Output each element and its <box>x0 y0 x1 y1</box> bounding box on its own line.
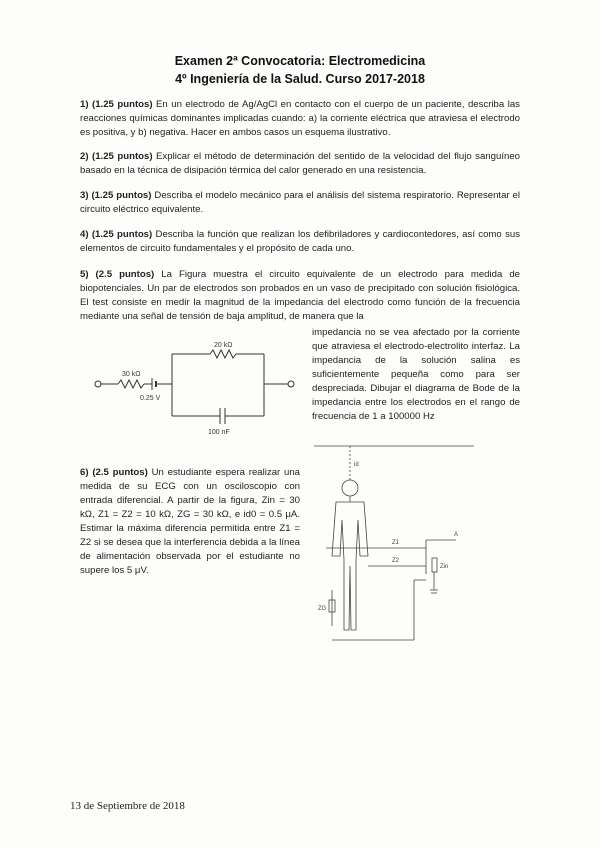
zin-impedance <box>432 558 437 572</box>
question-3-text: Describa el modelo mecánico para el análisis del sistema respiratorio. Representar el circuito eléctrico equivalente. <box>80 190 521 215</box>
question-4-text: Describa la función que realizan los defibriladores y cardiocontedores, así como sus elementos de circuito fundamentales y el propósito de cada uno. <box>80 229 521 254</box>
exam-subtitle: 4º Ingeniería de la Salud. Curso 2017-2018 <box>175 72 425 86</box>
z2-label: Z2 <box>392 558 400 564</box>
question-4-points: (1.25 puntos) <box>91 229 153 240</box>
question-1-text: En un electrodo de Ag/AgCl en contacto con el cuerpo de un paciente, describa las reacciones químicas dominantes implicadas cuando: a) la corriente eléctrica que atraviesa el electrodo es positiva, y b) negativa. Hacer en ambos casos un esquema ilustrativo. <box>80 99 520 138</box>
terminal-left <box>95 381 101 387</box>
question-5-side-text: impedancia no se vea afectado por la corriente que atraviesa el electrodo-electrolito interfaz. La impedancia de la solución salina es suficientemente pequeña como para ser despreciada. Dibujar el diagrama de Bode de la impedancia entre los electrodos en el rango de frecuencia de 1 a 100000 Hz <box>312 327 520 422</box>
question-2-text: Explicar el método de determinación del sentido de la velocidad del flujo sanguíneo basado en la técnica de disipación térmica del calor generado en una resistencia. <box>80 151 520 176</box>
electrode-circuit-figure <box>92 338 304 434</box>
ecg-measurement-figure <box>306 440 482 664</box>
question-2-points: (1.25 puntos) <box>92 151 153 162</box>
series-resistor <box>118 380 144 388</box>
question-3-points: (1.25 puntos) <box>91 190 152 201</box>
question-6 <box>80 466 300 578</box>
parallel-resistor-label: 20 kΩ <box>214 342 233 349</box>
question-1 <box>80 98 520 140</box>
question-3-number: 3) <box>80 190 89 201</box>
question-5-text-top: La Figura muestra el circuito equivalente de un electrodo para medida de biopotenciales. Un par de electrodos son probados en un vaso de precipitado con solución fisiológica. El test consiste en medir la magnitud de la impedancia del electrodo como función de la frecuencia mediante una señal de tensión de baja amplitud, de manera que la <box>80 269 520 322</box>
exam-title: Examen 2ª Convocatoria: Electromedicina <box>174 54 426 68</box>
human-figure <box>332 480 368 630</box>
question-1-number: 1) <box>80 99 89 110</box>
question-4 <box>80 228 520 256</box>
exam-date: 13 de Septiembre de 2018 <box>70 800 185 812</box>
question-1-points: (1.25 puntos) <box>92 99 153 110</box>
series-resistor-label: 30 kΩ <box>122 371 141 378</box>
question-2-number: 2) <box>80 151 89 162</box>
question-5-number: 5) <box>80 269 89 280</box>
zin-label: Zin <box>440 564 449 570</box>
parallel-resistor <box>210 350 236 358</box>
id-label: id <box>354 462 359 468</box>
question-5-points: (2.5 puntos) <box>95 269 155 280</box>
voltage-source-label: 0.25 V <box>140 395 161 402</box>
question-5 <box>80 268 520 324</box>
question-4-number: 4) <box>80 229 89 240</box>
capacitor-label: 100 nF <box>208 429 230 434</box>
question-6-text: Un estudiante espera realizar una medida de su ECG con un osciloscopio con entrada diferencial. A partir de la figura, Zin = 30 kΩ, Z1 = Z2 = 10 kΩ, ZG = 30 kΩ, e id0 = 0.5 μA. Estimar la máxima diferencia permitida entre Z1 = Z2 si se desea que la interferencia debida a la línea de alimentación observada por el estudiante no supere los 5 μV. <box>80 467 301 576</box>
amplifier-label: A <box>454 532 459 538</box>
terminal-right <box>288 381 294 387</box>
question-2 <box>80 150 520 178</box>
z1-label: Z1 <box>392 540 400 546</box>
question-6-number: 6) <box>80 467 89 478</box>
zg-label: ZG <box>318 606 327 612</box>
question-6-points: (2.5 puntos) <box>92 467 148 478</box>
question-3 <box>80 189 520 217</box>
